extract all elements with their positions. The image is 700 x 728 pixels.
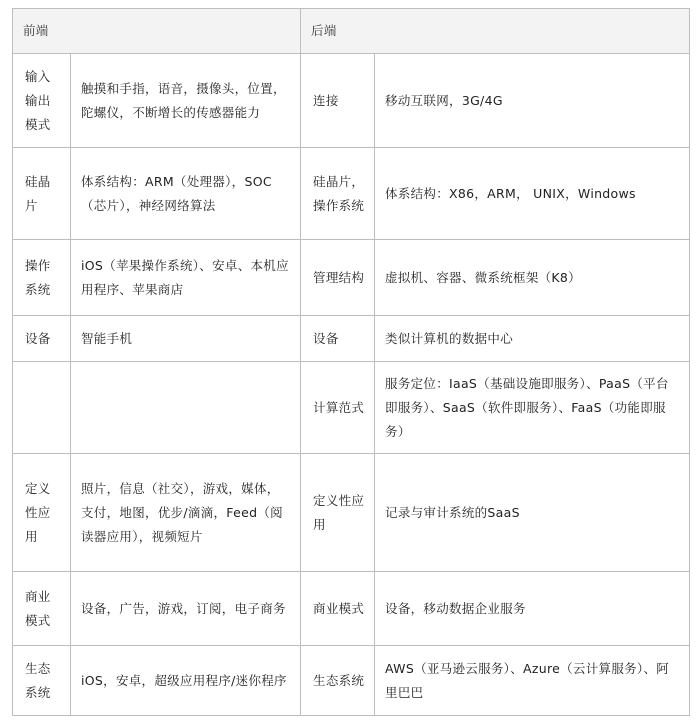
frontend-value: iOS，安卓，超级应用程序/迷你程序: [71, 646, 301, 716]
header-row: [13, 9, 690, 54]
header-backend: 后端: [301, 9, 690, 54]
backend-label: 生态系统: [301, 646, 375, 716]
backend-label: 商业模式: [301, 572, 375, 646]
backend-value: 记录与审计系统的SaaS: [375, 454, 690, 572]
backend-label: 管理结构: [301, 240, 375, 316]
frontend-label: 定义性应用: [13, 454, 71, 572]
table-row: [13, 316, 690, 362]
frontend-label: 操作系统: [13, 240, 71, 316]
backend-value: AWS（亚马逊云服务）、Azure（云计算服务）、阿里巴巴: [375, 646, 690, 716]
frontend-value: iOS（苹果操作系统）、安卓、本机应用程序、苹果商店: [71, 240, 301, 316]
backend-label: 定义性应用: [301, 454, 375, 572]
table-row: [13, 240, 690, 316]
backend-label: 硅晶片，操作系统: [301, 148, 375, 240]
frontend-value: 照片，信息（社交），游戏，媒体，支付，地图，优步/滴滴，Feed（阅读器应用），视频短片: [71, 454, 301, 572]
comparison-table: [12, 8, 690, 716]
backend-value: 服务定位：IaaS（基础设施即服务）、PaaS（平台即服务）、SaaS（软件即服务）、FaaS（功能即服务）: [375, 362, 690, 454]
frontend-value: [71, 362, 301, 454]
backend-value: 类似计算机的数据中心: [375, 316, 690, 362]
table-row: [13, 148, 690, 240]
frontend-value: 体系结构：ARM（处理器），SOC（芯片），神经网络算法: [71, 148, 301, 240]
frontend-label: 输入输出模式: [13, 54, 71, 148]
table-row: [13, 362, 690, 454]
header-frontend: 前端: [13, 9, 301, 54]
backend-value: 体系结构：X86，ARM， UNIX，Windows: [375, 148, 690, 240]
table-row: [13, 572, 690, 646]
backend-label: 设备: [301, 316, 375, 362]
table-row: [13, 54, 690, 148]
frontend-value: 触摸和手指，语音，摄像头，位置，陀螺仪，不断增长的传感器能力: [71, 54, 301, 148]
table-row: [13, 646, 690, 716]
frontend-label: 生态系统: [13, 646, 71, 716]
table-row: [13, 454, 690, 572]
backend-label: 计算范式: [301, 362, 375, 454]
backend-label: 连接: [301, 54, 375, 148]
frontend-value: 智能手机: [71, 316, 301, 362]
backend-value: 移动互联网，3G/4G: [375, 54, 690, 148]
frontend-label: 设备: [13, 316, 71, 362]
frontend-label: 商业模式: [13, 572, 71, 646]
frontend-label: [13, 362, 71, 454]
frontend-label: 硅晶片: [13, 148, 71, 240]
backend-value: 虚拟机、容器、微系统框架（K8）: [375, 240, 690, 316]
backend-value: 设备，移动数据企业服务: [375, 572, 690, 646]
frontend-value: 设备，广告，游戏，订阅，电子商务: [71, 572, 301, 646]
